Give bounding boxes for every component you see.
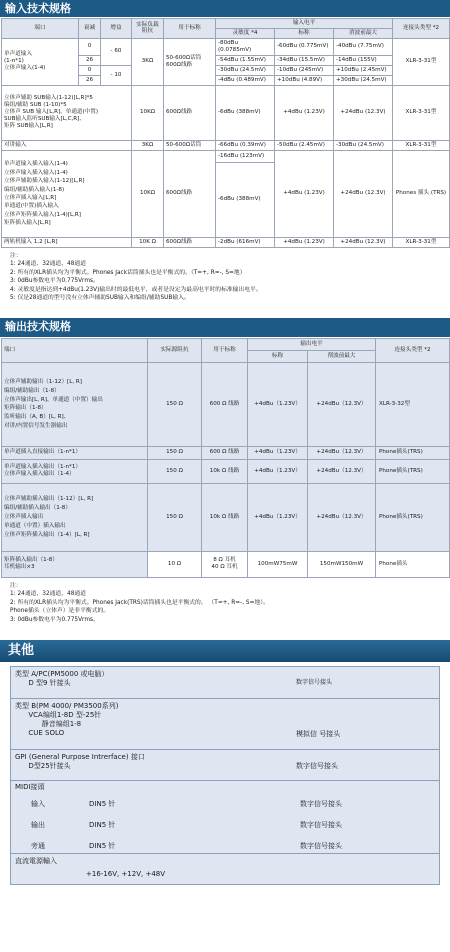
col-nominal: 标称 bbox=[275, 29, 334, 39]
col-actual-impedance: 实际源阻抗 bbox=[148, 338, 202, 362]
for-use-line: 8 Ω 耳机 bbox=[213, 557, 236, 564]
port-line: 矩阵插入输入[L,R] bbox=[4, 220, 51, 227]
col-input-level: 输入电平 bbox=[216, 19, 393, 29]
port-line: 立体声 SUB 输入[L,R]、单通道(中置) bbox=[4, 109, 99, 116]
for-use-cell bbox=[202, 551, 248, 577]
input-port-cell bbox=[2, 85, 132, 140]
port-line: (1-n*1) bbox=[4, 58, 24, 65]
note-line: 3: 0dBu参数电平为0.775Vrms。 bbox=[10, 616, 99, 623]
block-line: 类型 B(PM 4000/ PM3500系列) bbox=[15, 701, 119, 710]
nom-cell: -50dBu (2.45mV) bbox=[275, 140, 334, 150]
max-cell: -14dBu (155V) bbox=[334, 55, 393, 65]
for-use-cell: 600Ω线路 bbox=[164, 150, 216, 237]
col-nominal: 标称 bbox=[248, 350, 308, 362]
output-port-cell bbox=[2, 459, 148, 483]
other-block-type-a bbox=[11, 667, 439, 698]
connector-label: 数字信号接头 bbox=[296, 761, 338, 770]
other-block-midi bbox=[11, 781, 439, 853]
boost-cell: - 10 bbox=[101, 65, 132, 85]
other-block-dc-power bbox=[11, 854, 439, 884]
input-port-cell: 两轨机输入 1,2 [L,R] bbox=[2, 237, 132, 247]
midi-thru-type: 数字信号接头 bbox=[300, 841, 342, 850]
output-port-cell bbox=[2, 551, 148, 577]
port-line: 立体声插入输出 bbox=[4, 513, 44, 520]
connector-cell: XLR-3-31型 bbox=[393, 237, 450, 247]
port-line: 立体声辅助 SUB输入(1-12)[L,R]*5 bbox=[4, 95, 93, 102]
other-block-type-b bbox=[11, 699, 439, 749]
note-line: Phone插头（立体声）是非平衡式的。 bbox=[10, 608, 110, 615]
nom-cell: +4dBu（1.23V） bbox=[248, 459, 308, 483]
midi-thru-label: 旁通 bbox=[31, 841, 45, 850]
max-cell: +24dBu (12.3V) bbox=[334, 237, 393, 247]
input-section-title: 输入技术规格 bbox=[0, 0, 450, 17]
boost-cell: - 60 bbox=[101, 38, 132, 65]
port-line: 单通道(中置)插入输入 bbox=[4, 203, 59, 210]
nom-cell: +4dBu（1.23V） bbox=[248, 446, 308, 459]
nom-cell: -10dBu (245mV) bbox=[275, 65, 334, 75]
output-spec-table bbox=[1, 338, 450, 578]
max-cell: +24dBu (12.3V) bbox=[334, 85, 393, 140]
impedance-cell: 3KΩ bbox=[132, 38, 164, 85]
port-line: 矩阵输出（1-8） bbox=[4, 405, 47, 412]
max-cell: +10dBu (2.45mV) bbox=[334, 65, 393, 75]
nom-cell: +4dBu（1.23V） bbox=[248, 483, 308, 551]
col-max: 削波前最大 bbox=[308, 350, 376, 362]
nom-cell: +4dBu（1.23V） bbox=[248, 362, 308, 446]
impedance-cell: 150 Ω bbox=[148, 459, 202, 483]
midi-in-type: 数字信号接头 bbox=[300, 799, 342, 808]
gain-cell: 26 bbox=[79, 55, 101, 65]
output-notes bbox=[0, 578, 450, 638]
port-line: 编组/辅助 SUB (1-10)*5 bbox=[4, 102, 67, 109]
for-use-cell: 10k Ω 线路 bbox=[202, 483, 248, 551]
note-line: 注： bbox=[10, 582, 22, 589]
gain-cell: 26 bbox=[79, 75, 101, 85]
max-cell: +30dBu (24.5mV) bbox=[334, 75, 393, 85]
col-for-use: 用于标称 bbox=[164, 19, 216, 39]
max-cell: 150mW150mW bbox=[308, 551, 376, 577]
nom-cell: +10dBu (4.89V) bbox=[275, 75, 334, 85]
connector-cell: XLR-3-31型 bbox=[393, 140, 450, 150]
port-line: 立体声矩阵插入输出（1-4）[L, R] bbox=[4, 531, 90, 538]
note-line: 2: 所有的XLR插头均为平衡式。Phones Jack(TRS)话筒插头也是平衡式的。 （T=+, R=-, S=地）。 bbox=[10, 599, 269, 606]
output-port-cell bbox=[2, 362, 148, 446]
port-line: 编组/辅助输出（1-8） bbox=[4, 387, 60, 394]
block-line: VCA编组1-8D 型-25针 bbox=[15, 710, 102, 719]
midi-right-col bbox=[300, 794, 342, 857]
note-line: 1: 24通道、32通道、48通道 bbox=[10, 261, 86, 268]
input-port-cell bbox=[2, 150, 132, 237]
max-cell: +24dBu (12.3V) bbox=[334, 150, 393, 237]
connector-cell: Phone插头(TRS) bbox=[376, 483, 450, 551]
impedance-cell: 10KΩ bbox=[132, 150, 164, 237]
col-output-level: 输出电平 bbox=[248, 338, 376, 350]
sens-cell: -6dBu (388mV) bbox=[216, 162, 275, 237]
block-line: 类型 A/PC(PM5000 或电脑） bbox=[15, 669, 109, 678]
midi-thru-pins: DIN5 针 bbox=[89, 841, 116, 850]
connector-label: 模拟信 号接头 bbox=[296, 729, 341, 738]
midi-out-pins: DIN5 针 bbox=[89, 820, 116, 829]
sens-cell: -30dBu (24.5mV) bbox=[216, 65, 275, 75]
output-port-cell: 单声道插入直接输出（1-n*1） bbox=[2, 446, 148, 459]
gain-cell: 0 bbox=[79, 65, 101, 75]
output-port-cell bbox=[2, 483, 148, 551]
port-line: 对讲/内置信号发生器输出 bbox=[4, 423, 68, 430]
midi-out-label: 输出 bbox=[31, 820, 45, 829]
input-port-cell bbox=[2, 38, 79, 85]
other-spec-box bbox=[10, 666, 440, 885]
max-cell: +24dBu（12.3V） bbox=[308, 459, 376, 483]
for-use-line: 50-600Ω话筒 bbox=[166, 54, 202, 61]
sens-cell: -4dBu (0.489mV) bbox=[216, 75, 275, 85]
for-use-line: 40 Ω 耳机 bbox=[211, 564, 238, 571]
for-use-cell: 50-600Ω话筒 bbox=[164, 140, 216, 150]
port-line: 立体声辅助插入输入(1-12)[L,R] bbox=[4, 178, 85, 185]
impedance-cell: 150 Ω bbox=[148, 362, 202, 446]
midi-out-type: 数字信号接头 bbox=[300, 820, 342, 829]
port-line: 单声道输入插入输入(1-4) bbox=[4, 161, 68, 168]
impedance-cell: 3KΩ bbox=[132, 140, 164, 150]
max-cell: +24dBu（12.3V） bbox=[308, 362, 376, 446]
other-section-title: 其他 bbox=[0, 640, 450, 662]
col-connector: 连接头类型 *2 bbox=[393, 19, 450, 39]
port-line: 立体声矩阵插入输入(1-4)[L,R] bbox=[4, 211, 81, 218]
port-line: 监听输出（A, B）[L, R]、 bbox=[4, 414, 70, 421]
port-line: 单通道（中置）插入输出 bbox=[4, 522, 66, 529]
note-line: 4: 灵敏度是指达到+4dBu(1.23V)输出时的最低电平，或者是设定为最高电平时的标准输出电平。 bbox=[10, 286, 262, 293]
for-use-cell: 600 Ω 线路 bbox=[202, 446, 248, 459]
sens-cell: -54dBu (1.55mV) bbox=[216, 55, 275, 65]
midi-in-label: 输入 bbox=[31, 799, 45, 808]
port-line: 矩阵 SUB输入[L,R] bbox=[4, 123, 53, 130]
impedance-cell: 10KΩ bbox=[132, 85, 164, 140]
max-cell: +24dBu（12.3V） bbox=[308, 483, 376, 551]
block-line: D 型9 针接头 bbox=[15, 678, 71, 687]
midi-mid-col bbox=[89, 794, 115, 857]
note-line: 1: 24通道、32通道、48通道 bbox=[10, 591, 86, 598]
block-line: MIDI接頭 bbox=[15, 782, 45, 791]
block-line: GPI (General Purpose Intrerface) 接口 bbox=[15, 752, 145, 761]
port-line: 耳机输出×3 bbox=[4, 564, 35, 571]
connector-cell: Phones 插头 (TRS) bbox=[393, 150, 450, 237]
col-max: 消波前最大 bbox=[334, 29, 393, 39]
port-line: 立体声输入插入输出（1-4） bbox=[4, 471, 75, 478]
note-line: 5: 仅是28通道的型号没有立体声辅助SUB输入和编组/辅助SUB输入。 bbox=[10, 294, 190, 301]
connector-cell: XLR-3-31型 bbox=[393, 38, 450, 85]
col-for-use: 用于标称 bbox=[202, 338, 248, 362]
max-cell: +24dBu（12.3V） bbox=[308, 446, 376, 459]
impedance-cell: 150 Ω bbox=[148, 483, 202, 551]
for-use-cell: 10k Ω 线路 bbox=[202, 459, 248, 483]
col-gain: 衰减 bbox=[79, 19, 101, 39]
sens-cell: -2dBu (616mV) bbox=[216, 237, 275, 247]
sens-cell: -6dBu (388mV) bbox=[216, 85, 275, 140]
connector-label: 数字信号接头 bbox=[296, 678, 333, 686]
port-line: 立体声输入(1-4) bbox=[4, 65, 46, 72]
port-line: 单声道输入插入输出（1-n*1） bbox=[4, 464, 82, 471]
impedance-cell: 10 Ω bbox=[148, 551, 202, 577]
nom-cell: -60dBu (0.775mV) bbox=[275, 38, 334, 55]
block-line: D型25针接头 bbox=[15, 761, 71, 770]
connector-cell: Phone插头(TRS) bbox=[376, 446, 450, 459]
col-boost: 增益 bbox=[101, 19, 132, 39]
for-use-cell: 600 Ω 线路 bbox=[202, 362, 248, 446]
dc-power-values: +16-16V, +12V, +48V bbox=[86, 869, 166, 878]
connector-cell: XLR-3-32型 bbox=[376, 362, 450, 446]
connector-cell: XLR-3-31型 bbox=[393, 85, 450, 140]
port-line: 立体声辅助输出（1-12）[L, R] bbox=[4, 378, 82, 385]
midi-left-col bbox=[31, 794, 45, 857]
nom-cell: +4dBu (1.23V) bbox=[275, 237, 334, 247]
max-cell: -30dBu (24.5mV) bbox=[334, 140, 393, 150]
block-line: CUE SOLO bbox=[15, 728, 65, 737]
input-spec-table bbox=[1, 18, 450, 248]
input-port-cell: 对讲输入 bbox=[2, 140, 132, 150]
nom-cell: -34dBu (15.5mV) bbox=[275, 55, 334, 65]
col-sensitivity: 灵敏度 *4 bbox=[216, 29, 275, 39]
col-connector: 连接头类型 *2 bbox=[376, 338, 450, 362]
output-section-title: 输出技术规格 bbox=[0, 318, 450, 337]
port-line: 矩阵插入输出（1-8） bbox=[4, 557, 58, 564]
port-line: 立体声辅助插入输出（1-12）[L, R] bbox=[4, 496, 94, 503]
port-line: 编组/辅助插入输入(1-8) bbox=[4, 186, 65, 193]
for-use-cell: 600Ω线路 bbox=[164, 237, 216, 247]
for-use-cell bbox=[164, 38, 216, 85]
impedance-cell: 150 Ω bbox=[148, 446, 202, 459]
port-line: 编组/辅助插入输出（1-8） bbox=[4, 505, 71, 512]
col-port: 端口 bbox=[2, 338, 148, 362]
connector-cell: Phone插头(TRS) bbox=[376, 459, 450, 483]
input-notes bbox=[0, 248, 450, 317]
block-line: 直流電源輸入 bbox=[15, 856, 57, 865]
max-cell: -40dBu (7.75mV) bbox=[334, 38, 393, 55]
for-use-cell: 600Ω线路 bbox=[164, 85, 216, 140]
sens-cell: -66dBu (0.39mV) bbox=[216, 140, 275, 150]
note-line: 3: 0dBu参数电平为0.775Vrms。 bbox=[10, 278, 99, 285]
for-use-line: 600Ω线路 bbox=[166, 61, 193, 68]
col-actual-impedance: 实际负载阻抗 bbox=[132, 19, 164, 39]
connector-cell: Phone插头 bbox=[376, 551, 450, 577]
sens-cell: -16dBu (123mV) bbox=[216, 150, 275, 162]
port-line: 立体声输出[L, R]、单通道（中置）输出 bbox=[4, 396, 103, 403]
port-line: 单声道输入 bbox=[4, 51, 32, 58]
port-line: 立体声插入输入[L,R] bbox=[4, 194, 57, 201]
nom-cell: +4dBu (1.23V) bbox=[275, 150, 334, 237]
nom-cell: +4dBu (1.23V) bbox=[275, 85, 334, 140]
port-line: SUB输入监听SUB输入[L,C,R]、 bbox=[4, 116, 85, 123]
impedance-cell: 10K Ω bbox=[132, 237, 164, 247]
nom-cell: 100mW75mW bbox=[248, 551, 308, 577]
block-line: 静音编组1-8 bbox=[15, 719, 82, 728]
note-line: 注： bbox=[10, 252, 22, 259]
midi-in-pins: DIN5 针 bbox=[89, 799, 116, 808]
sens-cell: -80dBu (0.0785mV) bbox=[216, 38, 275, 55]
gain-cell: 0 bbox=[79, 38, 101, 55]
col-port: 端口 bbox=[2, 19, 79, 39]
other-block-gpi bbox=[11, 750, 439, 780]
note-line: 2: 所有的XLR插头均为平衡式。Phones Jack话筒插头也是平衡式的。（T=+, R=-, S=地） bbox=[10, 269, 246, 276]
port-line: 立体声输入插入输入(1-4) bbox=[4, 169, 68, 176]
